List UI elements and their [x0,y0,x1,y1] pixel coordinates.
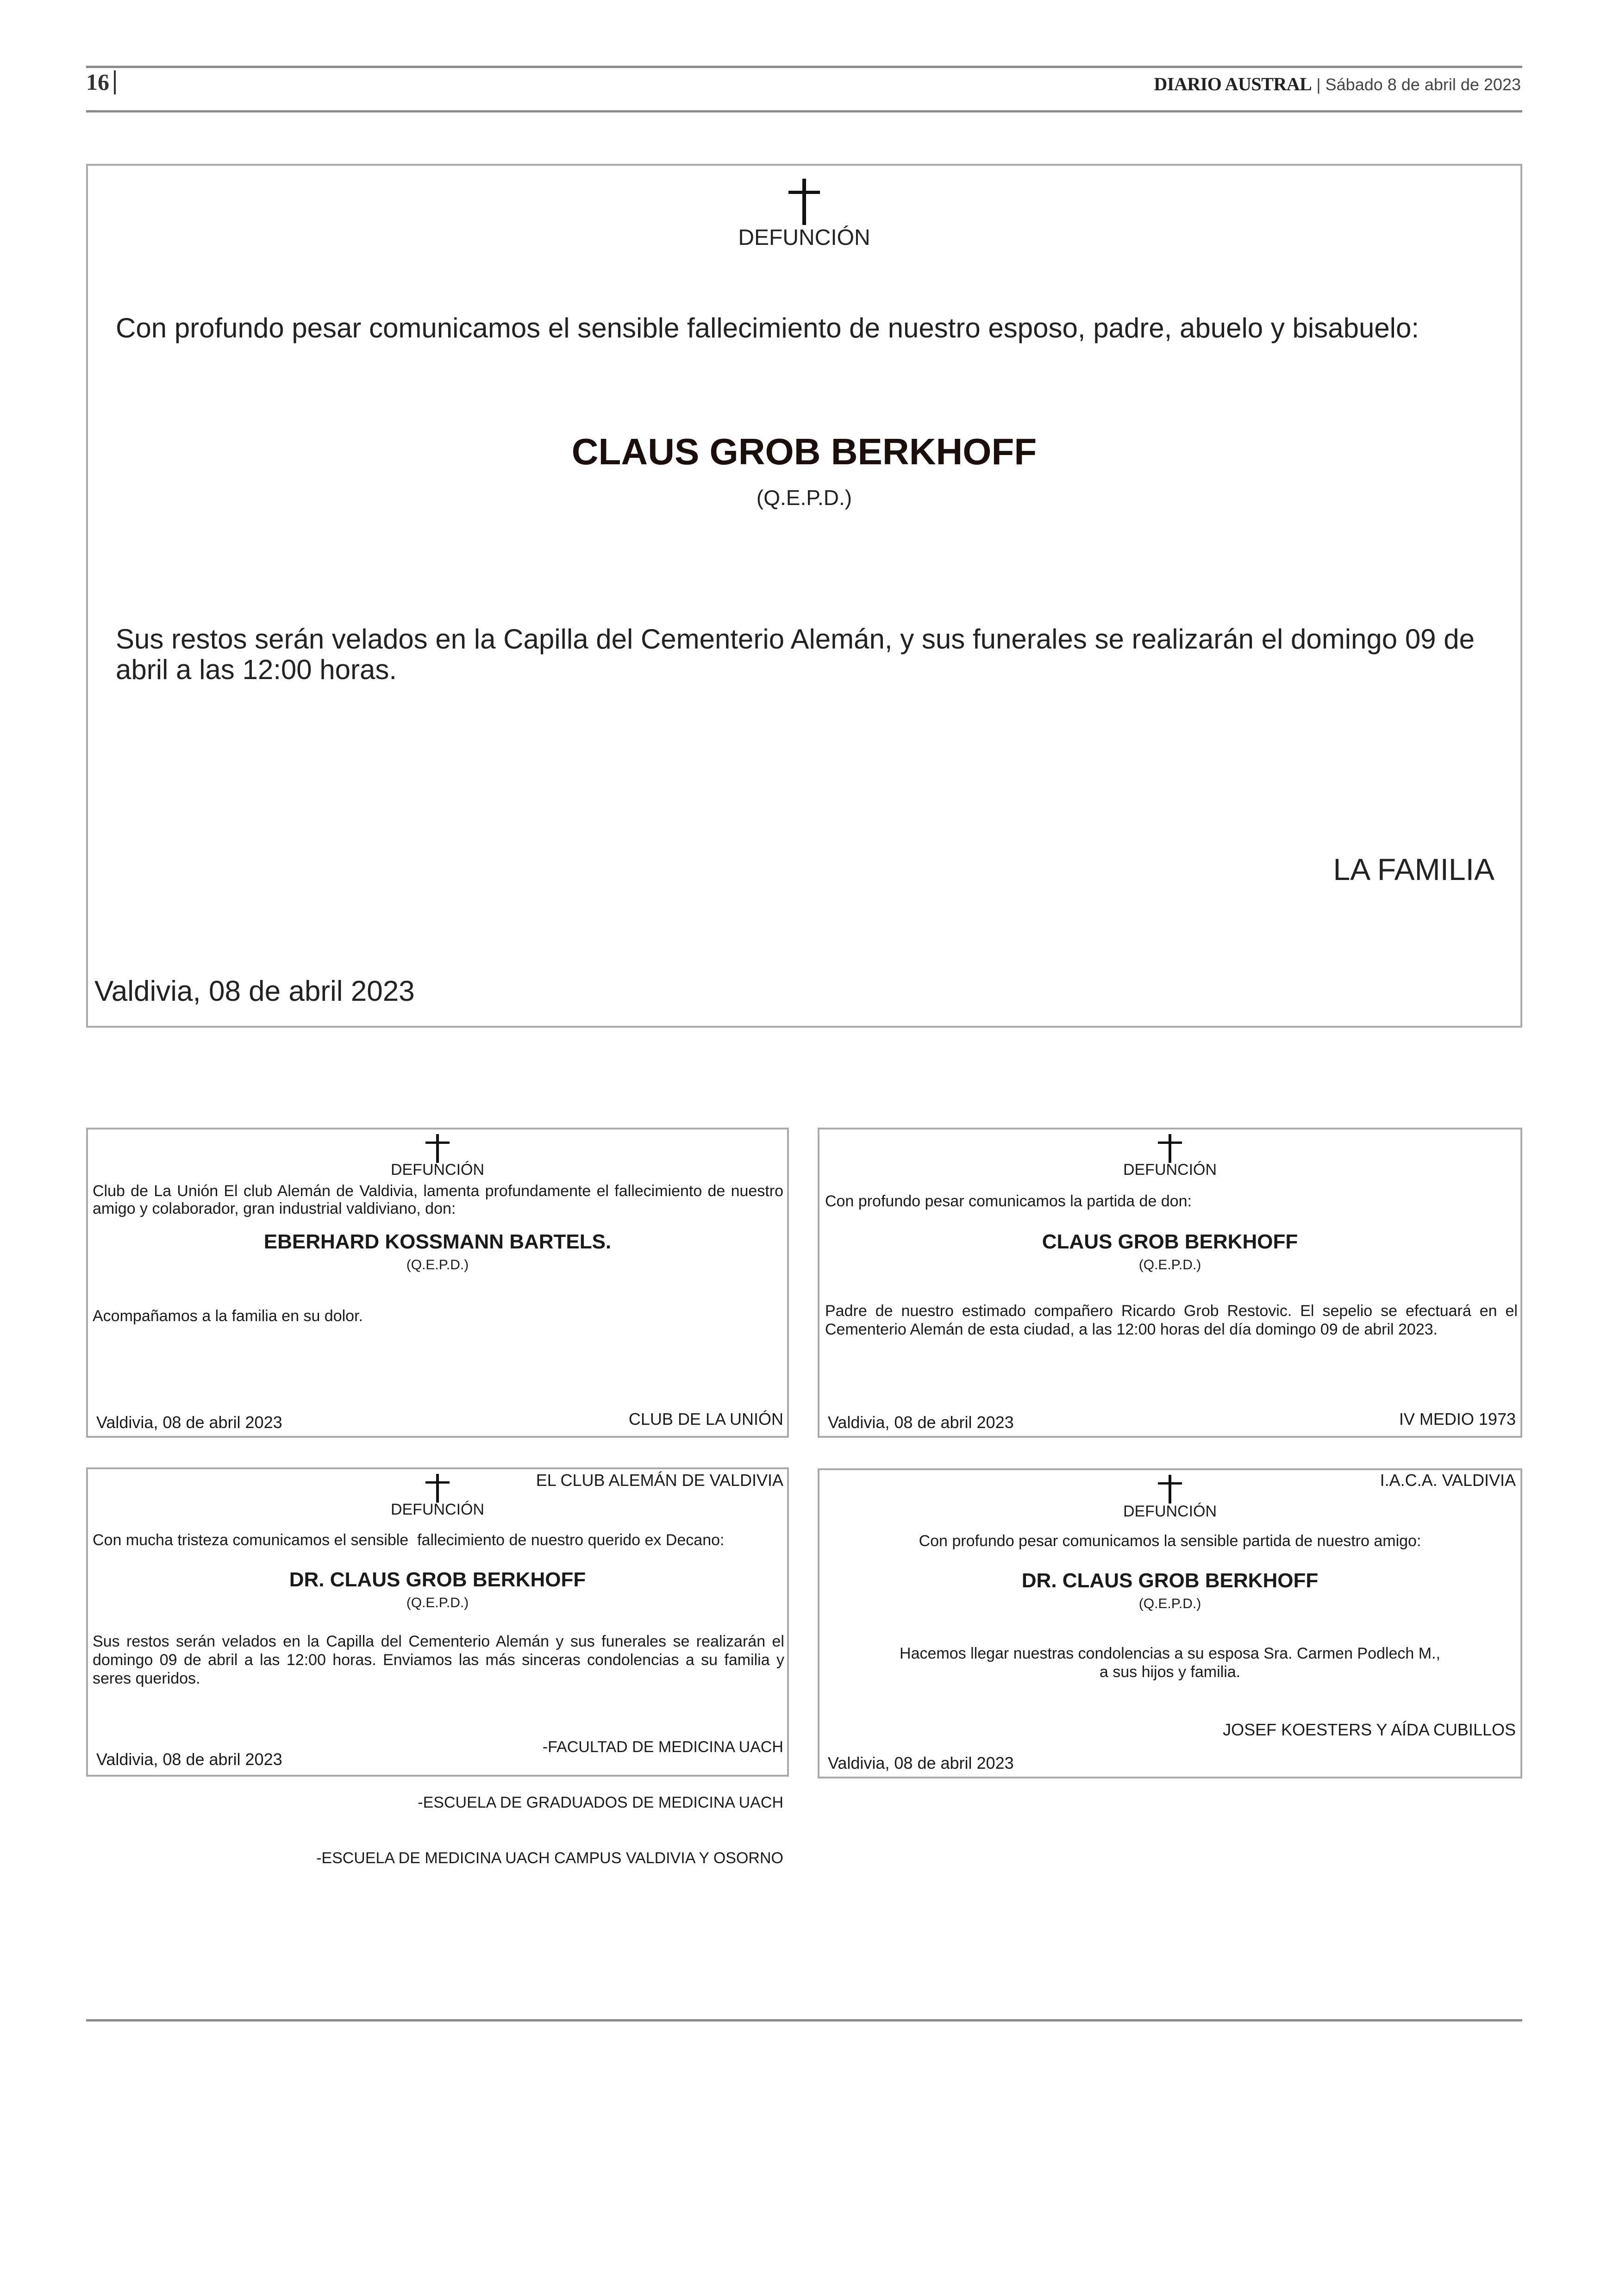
qepd-label: (Q.E.P.D.) [406,1257,469,1273]
deceased-name: DR. CLAUS GROB BERKHOFF [289,1568,586,1591]
notice-signature [316,1701,783,1904]
notice-place-date: Valdivia, 08 de abril 2023 [96,1413,282,1432]
notice-intro: Con profundo pesar comunicamos la partida de don: [825,1192,1192,1210]
signature-line: IV MEDIO 1973 [1399,1410,1516,1429]
deceased-name: DR. CLAUS GROB BERKHOFF [1021,1569,1319,1592]
obituary-notice-friends [818,1468,1522,1778]
cross-icon [1158,1134,1182,1163]
notice-body: Sus restos serán velados en la Capilla del Cementerio Alemán y sus funerales se realizarán el domingo 09 de abril a las 12:00 horas. Enviamos las más sinceras condolencias a su familia y seres queridos. [93,1633,789,1687]
page-number: 16 [86,69,109,95]
notice-place-date: Valdivia, 08 de abril 2023 [828,1753,1014,1772]
paper-name: DIARIO AUSTRAL [1154,74,1312,94]
footer-rule [86,2019,1522,2021]
deceased-name: EBERHARD KOSSMANN BARTELS. [263,1230,612,1253]
notice-heading: DEFUNCIÓN [1123,1503,1217,1520]
masthead-divider: | [1312,75,1326,94]
notice-body [819,1644,1520,1681]
cross-icon [425,1474,450,1503]
masthead [1154,73,1521,95]
obituary-notice-classmates [818,1128,1522,1490]
qepd-label: (Q.E.P.D.) [756,486,852,510]
cross-icon [1158,1475,1182,1504]
body-line: a sus hijos y familia. [1099,1663,1241,1681]
issue-date: Sábado 8 de abril de 2023 [1325,75,1521,94]
qepd-label: (Q.E.P.D.) [1138,1596,1201,1611]
deceased-name: CLAUS GROB BERKHOFF [571,431,1037,472]
notice-intro: Con profundo pesar comunicamos el sensible fallecimiento de nuestro esposo, padre, abuelo y bisabuelo: [116,312,1419,343]
notice-place-date: Valdivia, 08 de abril 2023 [96,1750,282,1769]
header-bottom-rule [86,110,1522,112]
cross-icon [425,1134,450,1163]
notice-body: Sus restos serán velados en la Capilla del Cementerio Alemán, y sus funerales se realizarán el domingo 09 de abril a las 12:00 horas. [116,624,1482,685]
notice-heading: DEFUNCIÓN [390,1501,485,1518]
notice-heading: DEFUNCIÓN [1123,1161,1217,1179]
notice-intro: Club de La Unión El club Alemán de Valdivia, lamenta profundamente el fallecimiento de nuestro amigo y colaborador, gran industrial valdiviano, don: [93,1182,788,1217]
cross-icon [788,179,820,225]
deceased-name: CLAUS GROB BERKHOFF [1042,1230,1298,1253]
body-line: Hacemos llegar nuestras condolencias a su esposa Sra. Carmen Podlech M., [900,1645,1440,1662]
notice-place-date: Valdivia, 08 de abril 2023 [94,975,415,1007]
notice-heading: DEFUNCIÓN [390,1161,485,1179]
signature-line: -FACULTAD DE MEDICINA UACH [542,1738,783,1756]
signature-line: -ESCUELA DE GRADUADOS DE MEDICINA UACH [418,1794,783,1811]
header-top-rule [86,66,1522,68]
page-number-divider [114,70,116,94]
signature-line: I.A.C.A. VALDIVIA [1380,1471,1516,1490]
notice-place-date: Valdivia, 08 de abril 2023 [828,1413,1014,1432]
notice-intro: Con profundo pesar comunicamos la sensible partida de nuestro amigo: [919,1532,1421,1550]
notice-body: Padre de nuestro estimado compañero Ricardo Grob Restovic. El sepelio se efectuará en el Cementerio Alemán de esta ciudad, a las 12:00 horas del día domingo 09 de abril 2023. [825,1302,1522,1338]
notice-body: Acompañamos a la familia en su dolor. [93,1307,363,1325]
obituary-notice-club [86,1128,789,1490]
main-obituary-notice [86,164,1522,1028]
signature-line: EL CLUB ALEMÁN DE VALDIVIA [536,1471,783,1490]
signature-line: -ESCUELA DE MEDICINA UACH CAMPUS VALDIVIA Y OSORNO [316,1849,783,1867]
obituary-notice-faculty [86,1467,789,1867]
qepd-label: (Q.E.P.D.) [406,1595,469,1610]
signature-line: CLUB DE LA UNIÓN [628,1410,783,1429]
notice-heading: DEFUNCIÓN [738,225,870,250]
notice-intro: Con mucha tristeza comunicamos el sensible fallecimiento de nuestro querido ex Decano: [93,1531,725,1549]
notice-signature: LA FAMILIA [1333,852,1494,886]
qepd-label: (Q.E.P.D.) [1138,1257,1201,1273]
notice-signature: JOSEF KOESTERS Y AÍDA CUBILLOS [1223,1720,1516,1739]
